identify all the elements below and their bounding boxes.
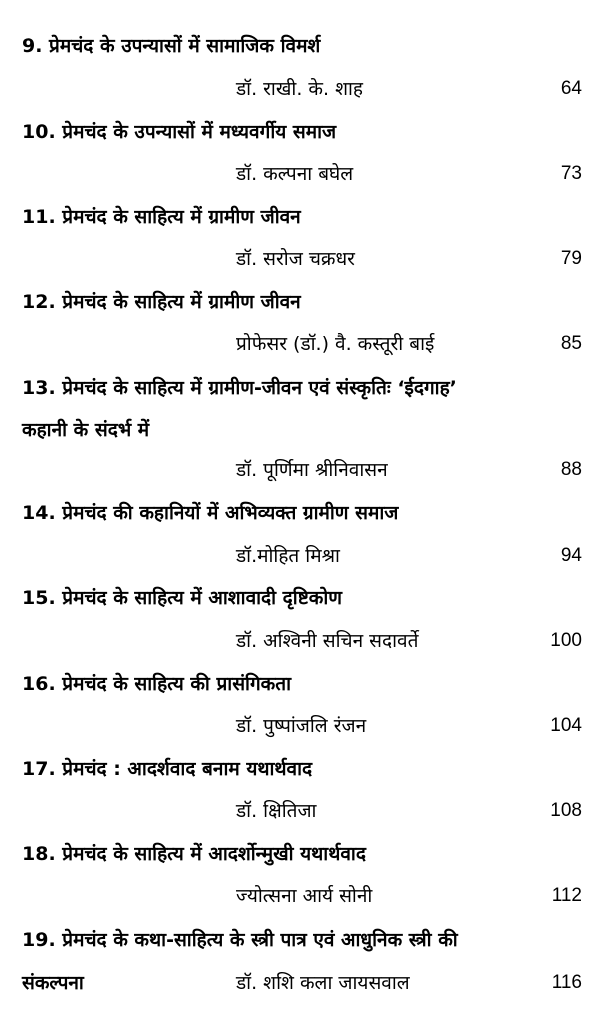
toc-entry-page: 64 — [560, 78, 582, 99]
toc-entry-page: 73 — [560, 163, 582, 184]
toc-entry-title: 10. प्रेमचंद के उपन्यासों में मध्यवर्गीय समाज — [22, 121, 337, 143]
toc-entry-title: 15. प्रेमचंद के साहित्य में आशावादी दृष्टिकोण — [22, 587, 343, 609]
toc-entry-page: 104 — [550, 715, 582, 736]
toc-entry-title-line1: 13. प्रेमचंद के साहित्य में ग्रामीण-जीवन एवं संस्कृतिः ‘ईदगाह’ — [22, 377, 457, 399]
toc-entry-page: 100 — [550, 630, 582, 651]
toc-entry-author: डॉ. राखी. के. शाह — [236, 78, 364, 100]
toc-entry-title: 12. प्रेमचंद के साहित्य में ग्रामीण जीवन — [22, 291, 301, 313]
toc-entry-author: प्रोफेसर (डॉ.) वै. कस्तूरी बाई — [236, 333, 435, 355]
toc-entry-title: 16. प्रेमचंद के साहित्य की प्रासंगिकता — [22, 673, 292, 695]
toc-entry-author: डॉ.मोहित मिश्रा — [236, 545, 340, 567]
toc-entry-author: डॉ. पुष्पांजलि रंजन — [236, 715, 367, 737]
toc-entry-title: 18. प्रेमचंद के साहित्य में आदर्शोन्मुखी यथार्थवाद — [22, 843, 366, 865]
toc-entry-page: 112 — [551, 885, 582, 906]
toc-entry-author: डॉ. कल्पना बघेल — [236, 163, 354, 185]
toc-entry-author: डॉ. सरोज चक्रधर — [236, 248, 355, 270]
toc-entry-title-line1: 19. प्रेमचंद के कथा-साहित्य के स्त्री पात्र एवं आधुनिक स्त्री की — [22, 929, 458, 951]
toc-entry-page: 79 — [560, 248, 582, 269]
toc-entry-page: 108 — [550, 800, 582, 821]
toc-entry-page: 85 — [560, 333, 582, 354]
toc-entry-title: 9. प्रेमचंद के उपन्यासों में सामाजिक विमर्श — [22, 35, 321, 57]
toc-entry-title: 14. प्रेमचंद की कहानियों में अभिव्यक्त ग्रामीण समाज — [22, 502, 399, 524]
toc-entry-page: 116 — [551, 972, 582, 993]
toc-entry-author: डॉ. शशि कला जायसवाल — [236, 972, 410, 994]
toc-entry-author: डॉ. पूर्णिमा श्रीनिवासन — [236, 459, 388, 481]
toc-entry-title: 11. प्रेमचंद के साहित्य में ग्रामीण जीवन — [22, 206, 301, 228]
toc-entry-author: डॉ. क्षितिजा — [236, 800, 317, 822]
toc-entry-page: 88 — [560, 459, 582, 480]
toc-entry-title-line2: संकल्पना — [22, 972, 84, 994]
toc-entry-author: ज्योत्सना आर्य सोनी — [236, 885, 373, 907]
toc-entry-author: डॉ. अश्विनी सचिन सदावर्ते — [236, 630, 419, 652]
toc-entry-page: 94 — [560, 545, 582, 566]
toc-entry-title: 17. प्रेमचंद : आदर्शवाद बनाम यथार्थवाद — [22, 758, 313, 780]
toc-entry-title-line2: कहानी के संदर्भ में — [22, 419, 150, 441]
